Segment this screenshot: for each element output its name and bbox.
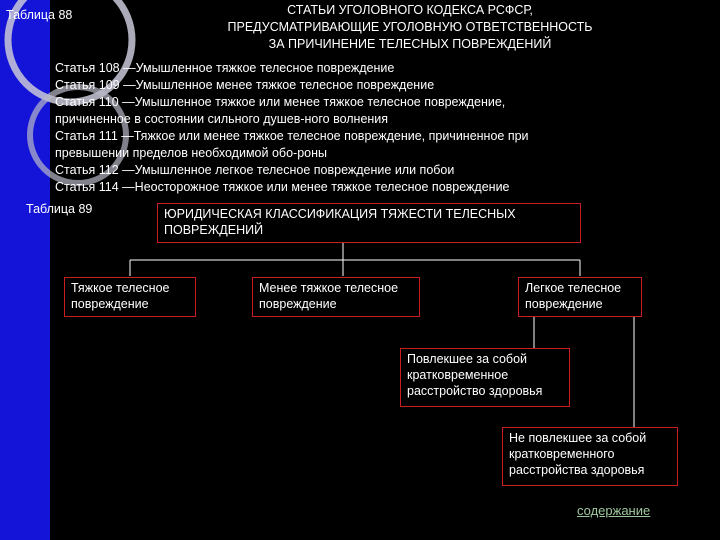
article-line: Статья 112 —Умышленное легкое телесное повреждение или побои [55,163,455,177]
article-line: превышении пределов необходимой обо-роны [55,146,327,160]
less-severe-injury-box: Менее тяжкое телесное повреждение [252,277,420,317]
article-line: Статья 111 —Тяжкое или менее тяжкое телесное повреждение, причиненное при [55,129,529,143]
light-with-disorder-box: Повлекшее за собой кратковременное расстройство здоровья [400,348,570,407]
table-88-label: Таблица 88 [6,8,73,22]
root-classification-box: ЮРИДИЧЕСКАЯ КЛАССИФИКАЦИЯ ТЯЖЕСТИ ТЕЛЕСНЫХ ПОВРЕЖДЕНИЙ [157,203,581,243]
table-89-label: Таблица 89 [26,202,93,216]
page-title: СТАТЬИ УГОЛОВНОГО КОДЕКСА РСФСР, ПРЕДУСМАТРИВАЮЩИЕ УГОЛОВНУЮ ОТВЕТСТВЕННОСТЬ ЗА ПРИЧИНЕНИЕ ТЕЛЕСНЫХ ПОВРЕЖДЕНИЙ [227,3,593,51]
light-injury-box: Легкое телесное повреждение [518,277,642,317]
article-line: Статья 114 —Неосторожное тяжкое или менее тяжкое телесное повреждение [55,180,510,194]
article-line: Статья 110 —Умышленное тяжкое или менее тяжкое телесное повреждение, [55,95,506,109]
severe-injury-box: Тяжкое телесное повреждение [64,277,196,317]
article-line: Статья 109 —Умышленное менее тяжкое телесное повреждение [55,78,435,92]
article-line: Статья 108 —Умышленное тяжкое телесное повреждение [55,61,395,75]
light-without-disorder-box: Не повлекшее за собой кратковременного расстройства здоровья [502,427,678,486]
contents-link[interactable]: содержание [577,503,651,518]
article-line: причиненное в состоянии сильного душев-ного волнения [55,112,389,126]
